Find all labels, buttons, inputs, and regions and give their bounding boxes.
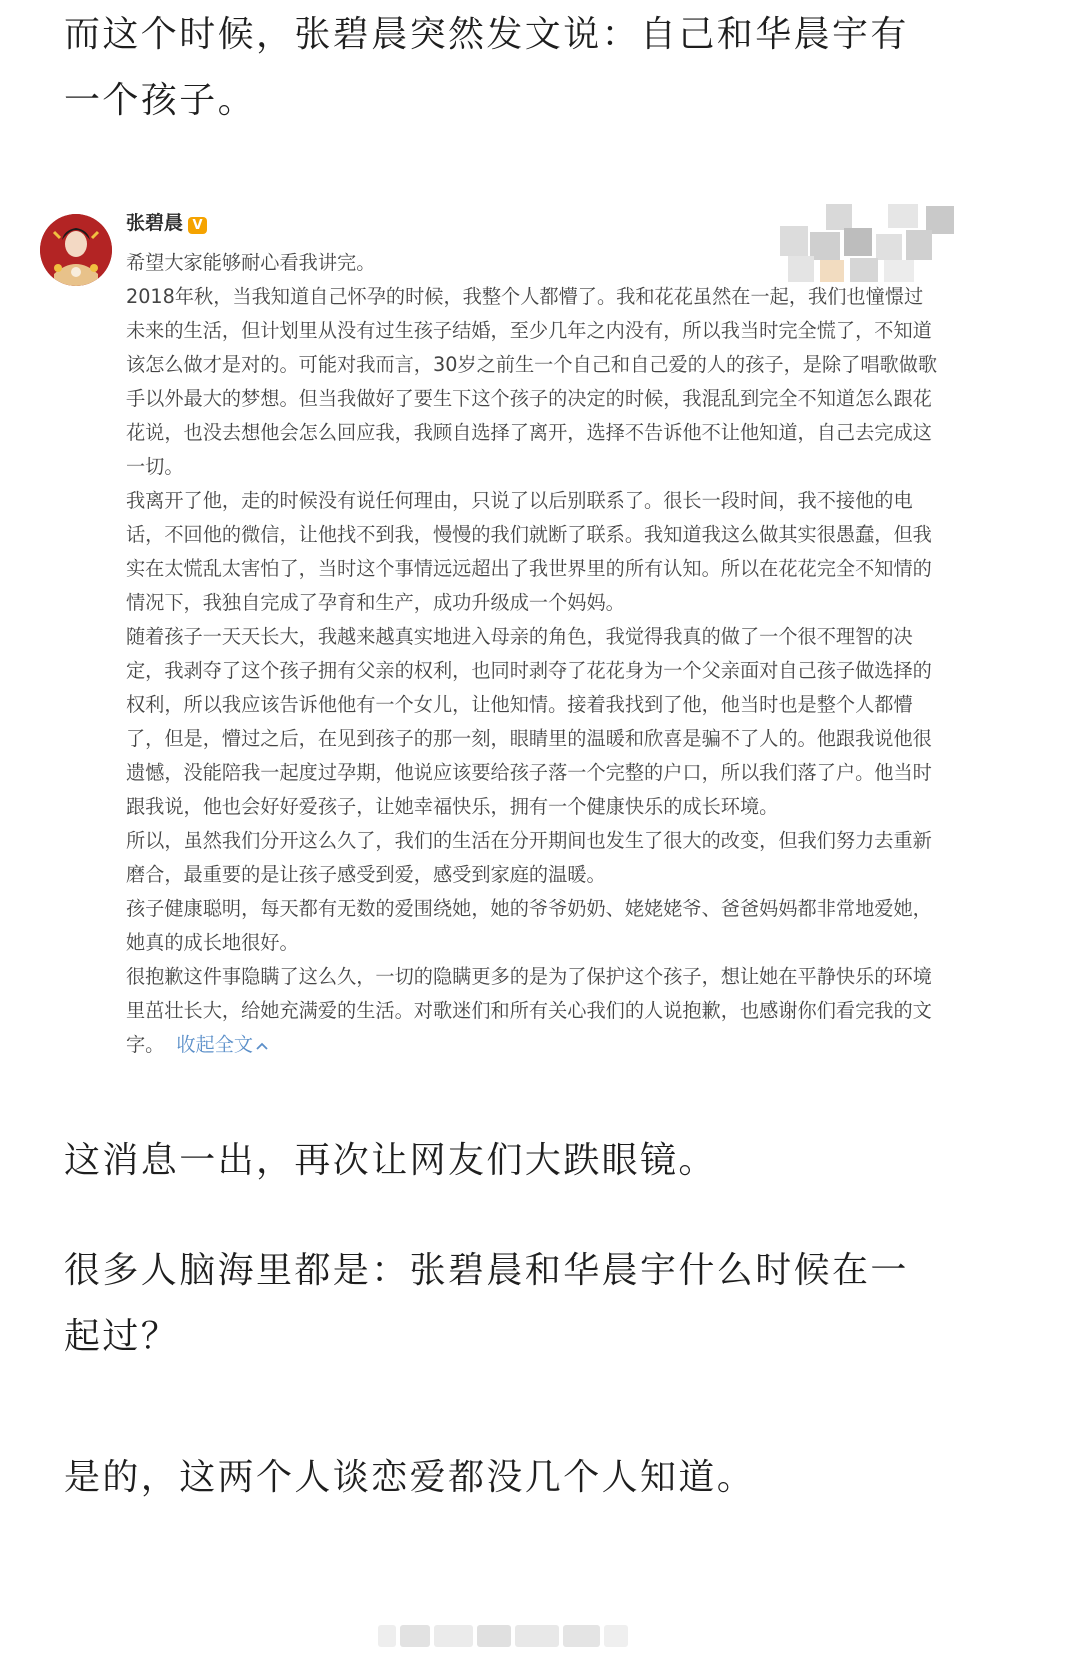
- post-paragraph: 孩子健康聪明，每天都有无数的爱围绕她，她的爷爷奶奶、姥姥姥爷、爸爸妈妈都非常地爱她，她真的成长地很好。: [126, 897, 932, 954]
- collapse-full-text-link[interactable]: [176, 1033, 269, 1056]
- article-paragraph-reaction: 这消息一出，再次让网友们大跌眼镜。: [64, 1140, 717, 1181]
- verified-badge: V: [188, 217, 207, 234]
- weibo-post: [0, 188, 1069, 1068]
- collapse-label: 收起全文: [176, 1033, 254, 1056]
- avatar[interactable]: [40, 214, 112, 286]
- post-paragraph: 2018年秋，当我知道自己怀孕的时候，我整个人都懵了。我和花花虽然在一起，我们也憧憬过未来的生活，但计划里从没有过生孩子结婚，至少几年之内没有，所以我当时完全慌了，不知道该怎么做才是对的。可能对我而言，30岁之前生一个自己和自己爱的人的孩子，是除了唱歌做歌手以外最大的梦想。但当我做好了要生下这个孩子的决定的时候，我混乱到完全不知道怎么跟花花说，也没去想他会怎么回应我，我顾自选择了离开，选择不告诉他不让他知道，自己去完成这一切。: [126, 285, 938, 478]
- post-paragraph: 随着孩子一天天长大，我越来越真实地进入母亲的角色，我觉得我真的做了一个很不理智的决定，我剥夺了这个孩子拥有父亲的权利，也同时剥夺了花花身为一个父亲面对自己孩子做选择的权利，所以我应该告诉他他有一个女儿，让他知情。接着我找到了他，他当时也是整个人都懵了，但是，懵过之后，在见到孩子的那一刻，眼睛里的温暖和欣喜是骗不了人的。他跟我说他很遗憾，没能陪我一起度过孕期，他说应该要给孩子落一个完整的户口，所以我们落了户。他当时跟我说，他也会好好爱孩子，让她幸福快乐，拥有一个健康快乐的成长环境。: [126, 625, 932, 818]
- post-paragraph-last: [126, 960, 938, 1062]
- post-intro: 希望大家能够耐心看我讲完。: [126, 251, 376, 274]
- article-paragraph-question: 很多人脑海里都是：张碧晨和华晨宇什么时候在一起过？: [64, 1250, 909, 1357]
- post-body: [126, 246, 938, 1062]
- chevron-up-icon: [253, 1033, 269, 1056]
- post-paragraph: 所以，虽然我们分开这么久了，我们的生活在分开期间也发生了很大的改变，但我们努力去重新磨合，最重要的是让孩子感受到爱，感受到家庭的温暖。: [126, 829, 932, 886]
- post-username[interactable]: 张碧晨: [126, 212, 184, 234]
- avatar-image: [40, 214, 112, 286]
- article-paragraph-answer: 是的，这两个人谈恋爱都没几个人知道。: [64, 1457, 756, 1498]
- blurred-footer-watermark: [378, 1622, 628, 1650]
- article-paragraph-intro: 而这个时候，张碧晨突然发文说：自己和华晨宇有一个孩子。: [64, 14, 909, 121]
- post-paragraph-text: 很抱歉这件事隐瞒了这么久，一切的隐瞒更多的是为了保护这个孩子，想让她在平静快乐的环境里茁壮长大，给她充满爱的生活。对歌迷们和所有关心我们的人说抱歉，也感谢你们看完我的文字。: [126, 965, 932, 1056]
- post-paragraph: 我离开了他，走的时候没有说任何理由，只说了以后别联系了。很长一段时间，我不接他的电话，不回他的微信，让他找不到我，慢慢的我们就断了联系。我知道我这么做其实很愚蠢，但我实在太慌乱太害怕了，当时这个事情远远超出了我世界里的所有认知。所以在花花完全不知情的情况下，我独自完成了孕育和生产，成功升级成一个妈妈。: [126, 489, 932, 614]
